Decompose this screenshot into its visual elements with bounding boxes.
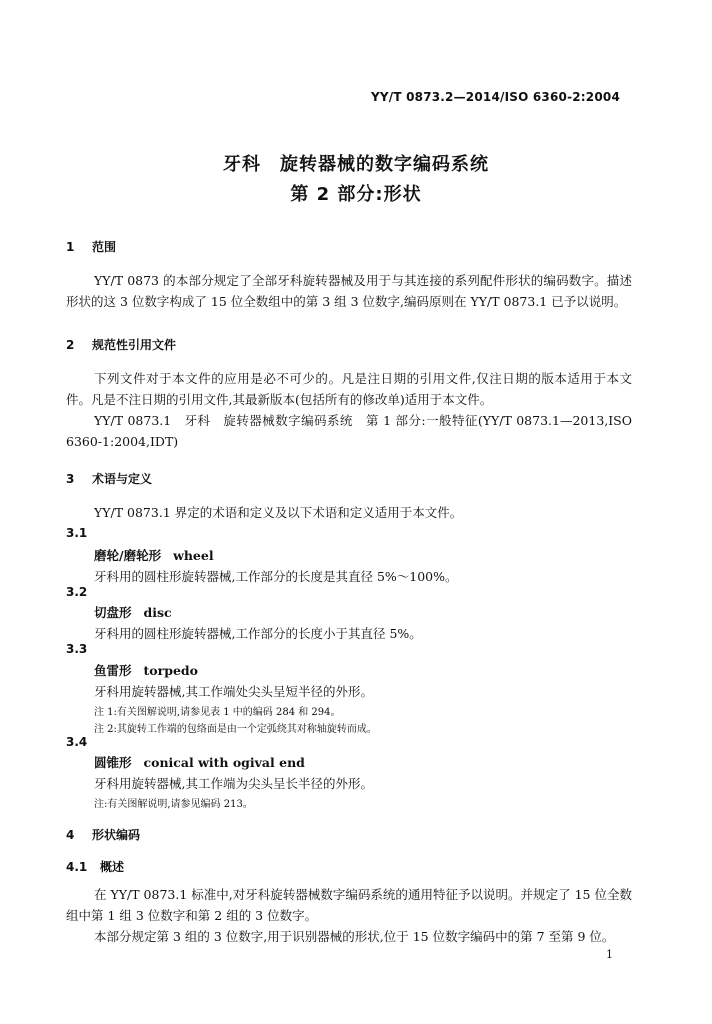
term-cn: 切盘形 [94, 605, 132, 620]
section-title: 形状编码 [92, 828, 141, 842]
standard-code: YY/T 0873.2—2014/ISO 6360-2:2004 [370, 90, 620, 104]
note: 注:有关图解说明,请参见编码 213。 [94, 799, 253, 810]
note-1: 注 1:有关图解说明,请参见表 1 中的编码 284 和 294。 [94, 707, 341, 718]
section-title: 术语与定义 [92, 472, 153, 486]
clause-number: 3.2 [66, 585, 88, 599]
section-title: 规范性引用文件 [92, 338, 177, 352]
term-cn: 磨轮/磨轮形 [94, 548, 162, 563]
term-definition: 牙科用旋转器械,其工作端处尖头呈短半径的外形。 [94, 684, 373, 699]
term-en: disc [143, 605, 172, 620]
section-number: 4.1 [66, 860, 88, 874]
section-2-heading [66, 336, 176, 353]
section-4-heading [66, 826, 140, 843]
section-number: 3 [66, 472, 75, 486]
page-number: 1 [606, 948, 613, 961]
term-en: conical with ogival end [143, 755, 305, 770]
term-cn: 圆锥形 [94, 755, 132, 770]
document-title-line1: 牙科 旋转器械的数字编码系统 [223, 154, 489, 175]
term-definition: 牙科用的圆柱形旋转器械,工作部分的长度小于其直径 5%。 [94, 626, 422, 641]
section-title: 概述 [100, 860, 125, 874]
term-definition: 牙科用的圆柱形旋转器械,工作部分的长度是其直径 5%～100%。 [94, 569, 458, 584]
term-en: wheel [173, 548, 214, 563]
section-number: 4 [66, 828, 75, 842]
clause-number: 3.3 [66, 642, 88, 656]
clause-number: 3.1 [66, 526, 88, 540]
section-4-1-heading [66, 858, 124, 875]
note-2: 注 2:其旋转工作端的包络面是由一个定弧绕其对称轴旋转而成。 [94, 724, 377, 735]
term-disc [94, 603, 172, 621]
term-definition: 牙科用旋转器械,其工作端为尖头呈长半径的外形。 [94, 776, 373, 791]
document-title-line2: 第 2 部分:形状 [290, 184, 422, 205]
term-wheel [94, 546, 214, 564]
section-3-intro: YY/T 0873.1 界定的术语和定义及以下术语和定义适用于本文件。 [94, 505, 463, 520]
term-torpedo [94, 661, 198, 679]
section-2-paragraph-2: YY/T 0873.1 牙科 旋转器械数字编码系统 第 1 部分:一般特征(YY/T 0873.1—2013,ISO 6360-1:2004,IDT) [66, 413, 632, 449]
section-1-heading [66, 238, 116, 255]
term-cn: 鱼雷形 [94, 663, 132, 678]
term-conical [94, 753, 305, 771]
section-number: 2 [66, 338, 75, 352]
term-en: torpedo [143, 663, 198, 678]
section-1-paragraph: YY/T 0873 的本部分规定了全部牙科旋转器械及用于与其连接的系列配件形状的编码数字。描述形状的这 3 位数字构成了 15 位全数组中的第 3 组 3 位数字,编码原则在 YY/T 0873.1 已予以说明。 [66, 273, 632, 309]
section-4-1-paragraph-2: 本部分规定第 3 组的 3 位数字,用于识别器械的形状,位于 15 位数字编码中的第 7 至第 9 位。 [94, 929, 615, 944]
section-number: 1 [66, 240, 75, 254]
clause-number: 3.4 [66, 735, 88, 749]
section-4-1-paragraph-1: 在 YY/T 0873.1 标准中,对牙科旋转器械数字编码系统的通用特征予以说明。并规定了 15 位全数组中第 1 组 3 位数字和第 2 组的 3 位数字。 [66, 887, 632, 923]
section-3-heading [66, 470, 152, 487]
section-title: 范围 [92, 240, 117, 254]
section-2-paragraph-1: 下列文件对于本文件的应用是必不可少的。凡是注日期的引用文件,仅注日期的版本适用于本文件。凡是不注日期的引用文件,其最新版本(包括所有的修改单)适用于本文件。 [66, 371, 632, 407]
